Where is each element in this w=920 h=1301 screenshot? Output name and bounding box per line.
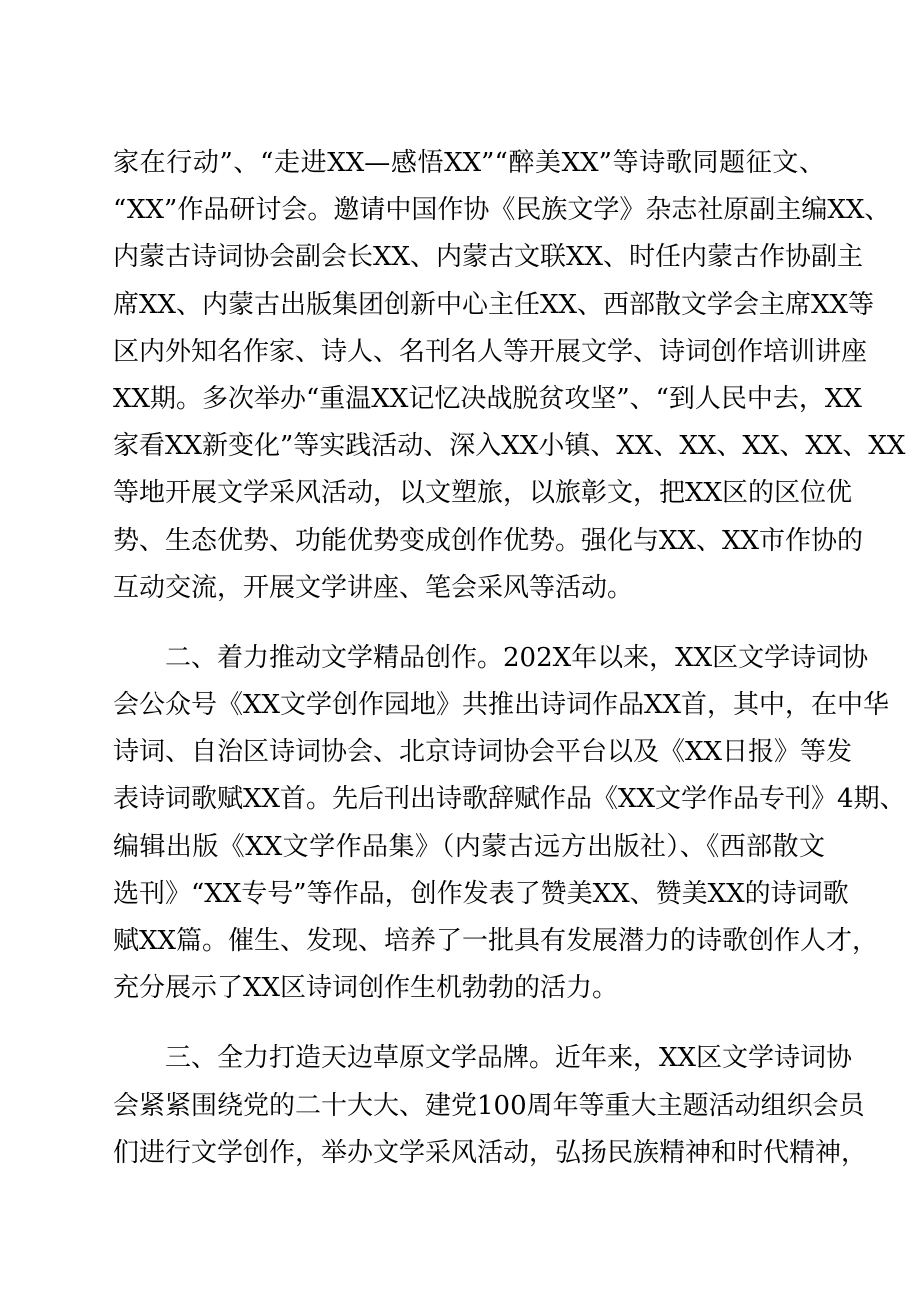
paragraph-line: 等地开展文学采风活动，以文塑旅，以旅彰文，把XX区的区位优 xyxy=(113,478,853,509)
paragraph-line: 家在行动”、“走进XX—感悟XX”“醉美XX”等诗歌同题征文、 xyxy=(113,148,825,178)
paragraph-line: 区内外知名作家、诗人、名刊名人等开展文学、诗词创作培训讲座 xyxy=(113,336,868,367)
paragraph-1 xyxy=(113,140,906,612)
paragraph-line: 编辑出版《XX文学作品集》（内蒙古远方出版社）、《西部散文 xyxy=(113,831,825,862)
paragraph-line: 内蒙古诗词协会副会长XX、内蒙古文联XX、时任内蒙古作协副主 xyxy=(113,242,864,273)
paragraph-line: 三、全力打造天边草原文学品牌。近年来，XX区文学诗词协 xyxy=(165,1043,853,1074)
paragraph-line: 表诗词歌赋XX首。先后刊出诗歌辞赋作品《XX文学作品专刊》4期、 xyxy=(113,784,906,815)
paragraph-line: 赋XX篇。催生、发现、培养了一批具有发展潜力的诗歌创作人才， xyxy=(113,926,879,956)
paragraph-line: 席XX、内蒙古出版集团创新中心主任XX、西部散文学会主席XX等 xyxy=(113,289,875,320)
paragraph-line: 会紧紧围绕党的二十大大、建党100周年等重大主题活动组织会员 xyxy=(113,1090,865,1121)
document-body xyxy=(113,140,906,1177)
paragraph-line: 选刊》“XX专号”等作品，创作发表了赞美XX、赞美XX的诗词歌 xyxy=(113,878,849,909)
paragraph-3 xyxy=(113,1035,868,1177)
paragraph-line: 诗词、自治区诗词协会、北京诗词协会平台以及《XX日报》等发 xyxy=(113,737,853,768)
paragraph-line: 充分展示了XX区诗词创作生机勃勃的活力。 xyxy=(113,973,619,1004)
paragraph-gap xyxy=(113,612,825,635)
paragraph-line: 势、生态优势、功能优势变成创作优势。强化与XX、XX市作协的 xyxy=(113,525,864,556)
paragraph-line: XX期。多次举办“重温XX记忆决战脱贫攻坚”、“到人民中去，XX xyxy=(113,383,862,414)
paragraph-line: 互动交流，开展文学讲座、笔会采风等活动。 xyxy=(113,572,634,603)
paragraph-line: “XX”作品研讨会。邀请中国作协《民族文学》杂志社原副主编XX、 xyxy=(113,195,891,226)
paragraph-2 xyxy=(113,635,906,1013)
paragraph-line: 二、着力推动文学精品创作。202X年以来，XX区文学诗词协 xyxy=(165,642,869,673)
paragraph-line: 们进行文学创作，举办文学采风活动，弘扬民族精神和时代精神， xyxy=(113,1137,868,1168)
paragraph-gap xyxy=(113,1012,825,1035)
paragraph-line: 家看XX新变化”等实践活动、深入XX小镇、XX、XX、XX、XX、XX xyxy=(113,431,906,462)
paragraph-line: 会公众号《XX文学创作园地》共推出诗词作品XX首，其中，在中华 xyxy=(113,690,890,721)
